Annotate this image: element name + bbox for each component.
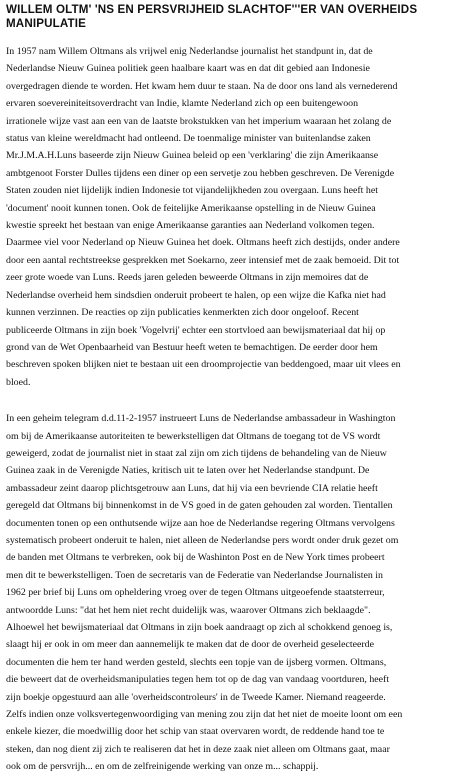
paragraph-line: kunnen verzinnen. De reacties op zijn publicaties kenmerkten zich door ongeloof. Recent [6,307,359,319]
paragraph-line: bloed. [6,376,31,388]
paragraph-2 [6,410,442,776]
paragraph-line: zijn boekje opgestuurd aan alle 'overheidscontroleurs' in de Tweede Kamer. Niemand reageerde. [6,691,386,703]
paragraph-line: documenten tonen op een onthutsende wijze aan hoe de Nederlandse regering Oltmans vervolgens [6,517,395,529]
document-title [6,3,442,31]
paragraph-line: Mr.J.M.A.H.Luns baseerde zijn Nieuw Guinea beleid op een 'verklaring' die zijn Amerikaanse [6,150,379,162]
paragraph-line: status van kleine wereldmacht had ontleend. De toenmalige minister van buitenlandse zaken [6,133,371,145]
paragraph-line: In 1957 nam Willem Oltmans als vrijwel enig Nederlandse journalist het standpunt in, dat de [6,46,373,57]
paragraph-line: In een geheim telegram d.d.11-2-1957 instrueert Luns de Nederlandse ambassadeur in Washington [6,413,396,425]
paragraph-line: Daarmee viel voor Nederland op Nieuw Guinea het doek. Oltmans heeft zich destijds, onder andere [6,237,400,249]
paragraph-line: 'document' nooit kunnen tonen. Ook de feitelijke Amerikaanse opstelling in de Nieuw Guinea [6,202,376,214]
paragraph-line: Guinea zaak in de Verenigde Naties, kritisch uit te laten over het Nederlandse standpunt. De [6,465,370,477]
paragraph-line: documenten die hem ter hand werden gesteld, slechts een topje van de ijsberg vormen. Oltmans, [6,656,387,668]
paragraph-line: antwoordde Luns: "dat het hem niet recht duidelijk was, waarover Oltmans zich beklaagde". [6,604,371,616]
paragraph-line: door een aantal rechtstreekse gesprekken met Soekarno, zeer intensief met de zaak bemoeid. Dit tot [6,254,400,266]
title-line-1: WILLEM OLTM' 'NS EN PERSVRIJHEID SLACHTOF'''ER VAN OVERHEIDS [6,3,418,16]
paragraph-line: publiceerde Oltmans in zijn boek 'Vogelvrij' echter een stortvloed aan bewijsmateriaal dat hij op [6,324,386,336]
paragraph-line: steken, dan nog dient zij zich te realiseren dat het in deze zaak niet alleen om Oltmans gaat, maar [6,743,390,755]
paragraph-line: zeer grote woede van Luns. Reeds jaren geleden beweerde Oltmans in zijn memoires dat de [6,272,369,284]
paragraph-line: ambassadeur zeint daarop plichtsgetrouw aan Luns, dat hij via een bevriende CIA relatie heeft [6,482,378,494]
paragraph-line: om bij de Amerikaanse autoriteiten te bewerkstelligen dat Oltmans de toegang tot de VS wordt [6,430,381,442]
paragraph-line: Zelfs indien onze volksvertegenwoordiging van mening zou zijn dat het niet de moeite loont om een [6,709,403,721]
paragraph-line: Staten zouden niet lijdelijk indien Indonesie tot vijandelijkheden zou overgaan. Luns heeft het [6,185,378,197]
paragraph-line: Nederlandse overheid hem sindsdien onderuit probeert te halen, op een wijze die Kafka niet had [6,289,386,301]
paragraph-line: irrationele wijze vast aan een van de laatste brokstukken van het imperium waaraan het zolang de [6,115,392,127]
title-line-2: MANIPULATIE [6,17,87,30]
paragraph-1 [6,43,442,391]
paragraph-line: geweigerd, zodat de journalist niet in staat zal zijn om zich tijdens de behandeling van de Nieuw [6,447,387,459]
paragraph-line: grond van de Wet Openbaarheid van Bestuur heeft weten te bemachtigen. De eerder door hem [6,341,378,353]
paragraph-line: Nederlandse Nieuw Guinea politiek geen haalbare kaart was en dat dit gebied aan Indonesie [6,63,370,75]
paragraph-line: slaagt hij er ook in om meer dan aannemelijk te maken dat de door de overheid geselecteerde [6,639,374,651]
paragraph-line: systematisch probeert onderuit te halen, niet alleen de Nederlandse pers wordt onder druk gezet om [6,534,399,546]
paragraph-line: die beweert dat de overheidsmanipulaties tegen hem tot op de dag van vandaag voortduren, heeft [6,674,390,686]
paragraph-line: Alhoewel het bewijsmateriaal dat Oltmans in zijn boek aandraagt op zich al schokkend genoeg is, [6,622,393,633]
paragraph-line: enkele kiezer, die moedwillig door het schip van staat overvaren wordt, de reddende hand toe te [6,726,385,738]
paragraph-line: 1962 per brief bij Luns om opheldering vroeg over de tegen Oltmans uitgeoefende staatsterreur, [6,587,385,599]
paragraph-line: ook om de persvrijh... en om de zelfreinigende werking van onze m... schappij. [6,761,319,773]
paragraph-line: ambtgenoot Forster Dulles tijdens een diner op een servetje zou hebben geschreven. De Verenigde [6,167,395,179]
paragraph-line: ervaren soevereiniteitsoverdracht van Indie, klamte Nederland zich op een buitengewoon [6,98,359,110]
paragraph-line: beschreven spoken blijken niet te bestaan uit een droomprojectie van beddengoed, maar uit vlees en [6,359,401,371]
paragraph-line: overgedragen diende te worden. Het kwam hem duur te staan. Na de door ons land als vernederend [6,80,398,92]
paragraph-line: geregeld dat Oltmans bij binnenkomst in de VS goed in de gaten gehouden zal worden. Tientallen [6,500,393,512]
paragraph-line: de banden met Oltmans te verbreken, ook bij de Washinton Post en de New York times probeert [6,552,385,564]
paragraph-line: kwestie spreekt het bestaan van enige Amerikaanse garanties aan Nederland volkomen tegen. [6,220,375,232]
paragraph-line: men dit te bewerkstelligen. Toen de secretaris van de Federatie van Nederlandse Journalisten in [6,569,383,581]
